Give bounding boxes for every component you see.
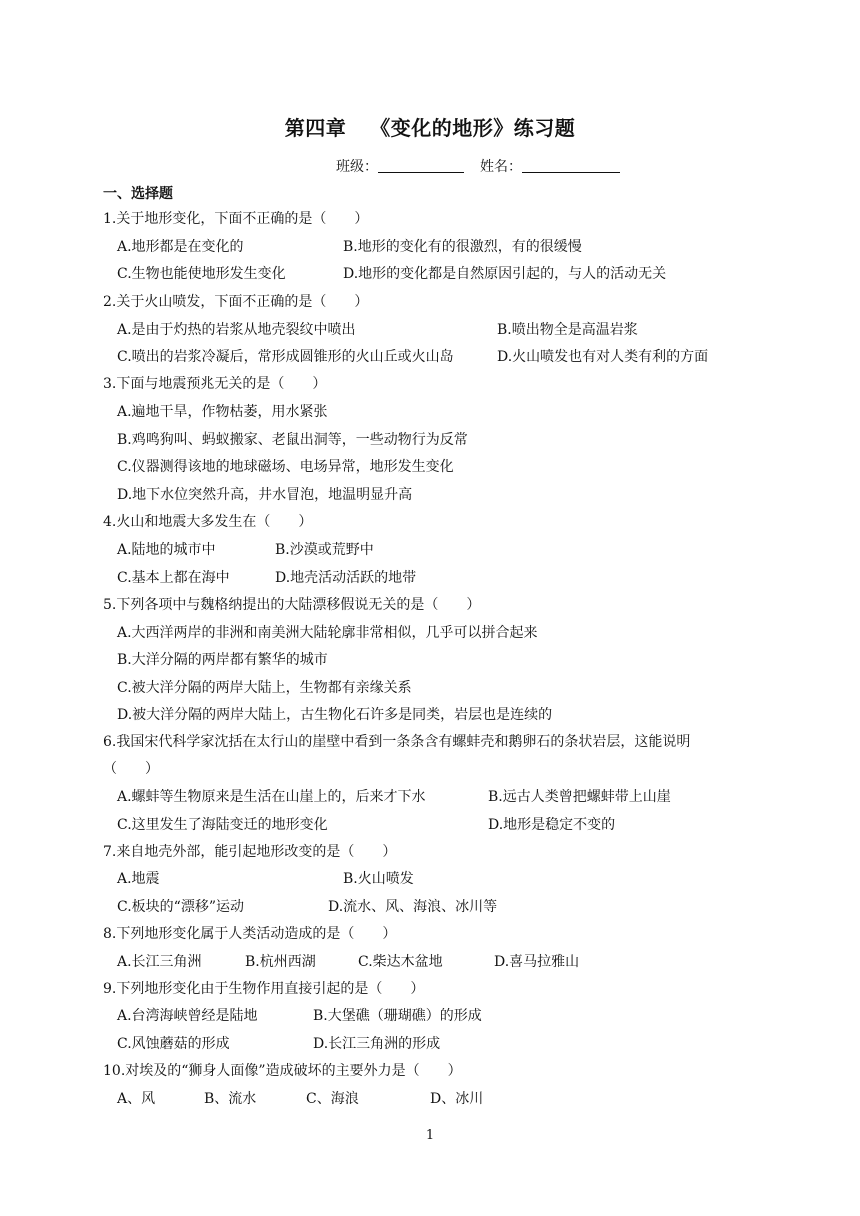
question-8-option-a: A.长江三角洲 [117,954,202,970]
question-9-option-d: D.长江三角洲的形成 [313,1036,441,1052]
question-10-option-c: C、海浪 [306,1091,359,1107]
question-6-option-a: A.螺蚌等生物原来是生活在山崖上的，后来才下水 [117,789,426,805]
question-4-option-c: C.基本上都在海中 [117,570,230,586]
question-4-option-a: A.陆地的城市中 [117,542,216,558]
section-heading: 一、选择题 [103,186,173,202]
question-2-option-d: D.火山喷发也有对人类有利的方面 [497,349,709,365]
page-number: 1 [425,1128,435,1143]
question-2-option-b: B.喷出物全是高温岩浆 [497,322,638,338]
question-1-option-a: A.地形都是在变化的 [117,239,244,255]
question-7-stem: 7.来自地壳外部，能引起地形改变的是（ ） [103,844,397,860]
question-7-option-b: B.火山喷发 [343,871,414,887]
question-5-stem: 5.下列各项中与魏格纳提出的大陆漂移假说无关的是（ ） [103,597,481,613]
question-8-option-b: B.杭州西湖 [245,954,316,970]
question-6-option-b: B.远古人类曾把螺蚌带上山崖 [488,789,671,805]
question-10-option-d: D、冰川 [430,1091,484,1107]
question-2-option-a: A.是由于灼热的岩浆从地壳裂纹中喷出 [117,322,356,338]
class-label: 班级： [336,159,378,175]
question-4-option-d: D.地壳活动活跃的地带 [275,570,417,586]
question-4-option-b: B.沙漠或荒野中 [275,542,374,558]
question-3-option-d: D.地下水位突然升高，井水冒泡，地温明显升高 [117,487,413,503]
question-3-option-c: C.仪器测得该地的地球磁场、电场异常，地形发生变化 [117,459,454,475]
question-5-option-b: B.大洋分隔的两岸都有繁华的城市 [117,652,328,668]
question-5-option-d: D.被大洋分隔的两岸大陆上，古生物化石许多是同类，岩层也是连续的 [117,707,553,723]
question-3-option-b: B.鸡鸣狗叫、蚂蚁搬家、老鼠出洞等，一些动物行为反常 [117,432,468,448]
question-7-option-a: A.地震 [117,871,160,887]
question-6-stem: 6.我国宋代科学家沈括在太行山的崖壁中看到一条条含有螺蚌壳和鹅卵石的条状岩层，这能说明 [103,734,691,750]
class-blank[interactable] [378,158,464,173]
name-label: 姓名： [480,159,522,175]
title-chapter: 第四章 [284,116,347,140]
question-10-option-b: B、流水 [204,1091,257,1107]
question-8-option-c: C.柴达木盆地 [358,954,443,970]
question-9-stem: 9.下列地形变化由于生物作用直接引起的是（ ） [103,981,425,997]
student-info [336,156,620,176]
question-5-option-a: A.大西洋两岸的非洲和南美洲大陆轮廓非常相似，几乎可以拼合起来 [117,625,538,641]
question-6-stem-continued: （ ） [103,761,159,777]
question-3-stem: 3.下面与地震预兆无关的是（ ） [103,376,327,392]
question-1-option-d: D.地形的变化都是自然原因引起的，与人的活动无关 [343,266,667,282]
question-7-option-d: D.流水、风、海浪、冰川等 [328,899,498,915]
question-1-option-b: B.地形的变化有的很激烈，有的很缓慢 [343,239,582,255]
question-3-option-a: A.遍地干旱，作物枯萎，用水紧张 [117,404,328,420]
question-1-option-c: C.生物也能使地形发生变化 [117,266,286,282]
question-6-option-c: C.这里发生了海陆变迁的地形变化 [117,817,328,833]
title-text: 《变化的地形》练习题 [370,116,576,140]
question-9-option-b: B.大堡礁（珊瑚礁）的形成 [313,1008,482,1024]
question-10-option-a: A、风 [117,1091,156,1107]
question-6-option-d: D.地形是稳定不变的 [488,817,616,833]
question-9-option-c: C.风蚀蘑菇的形成 [117,1036,230,1052]
question-8-option-d: D.喜马拉雅山 [494,954,580,970]
question-5-option-c: C.被大洋分隔的两岸大陆上，生物都有亲缘关系 [117,680,412,696]
question-2-stem: 2.关于火山喷发，下面不正确的是（ ） [103,294,369,310]
name-blank[interactable] [522,158,620,173]
question-10-stem: 10.对埃及的“狮身人面像”造成破坏的主要外力是（ ） [103,1063,462,1079]
question-8-stem: 8.下列地形变化属于人类活动造成的是（ ） [103,926,397,942]
page-title [0,112,860,141]
question-7-option-c: C.板块的“漂移”运动 [117,899,244,915]
question-1-stem: 1.关于地形变化，下面不正确的是（ ） [103,211,369,227]
question-9-option-a: A.台湾海峡曾经是陆地 [117,1008,258,1024]
question-2-option-c: C.喷出的岩浆冷凝后，常形成圆锥形的火山丘或火山岛 [117,349,454,365]
question-4-stem: 4.火山和地震大多发生在（ ） [103,514,313,530]
